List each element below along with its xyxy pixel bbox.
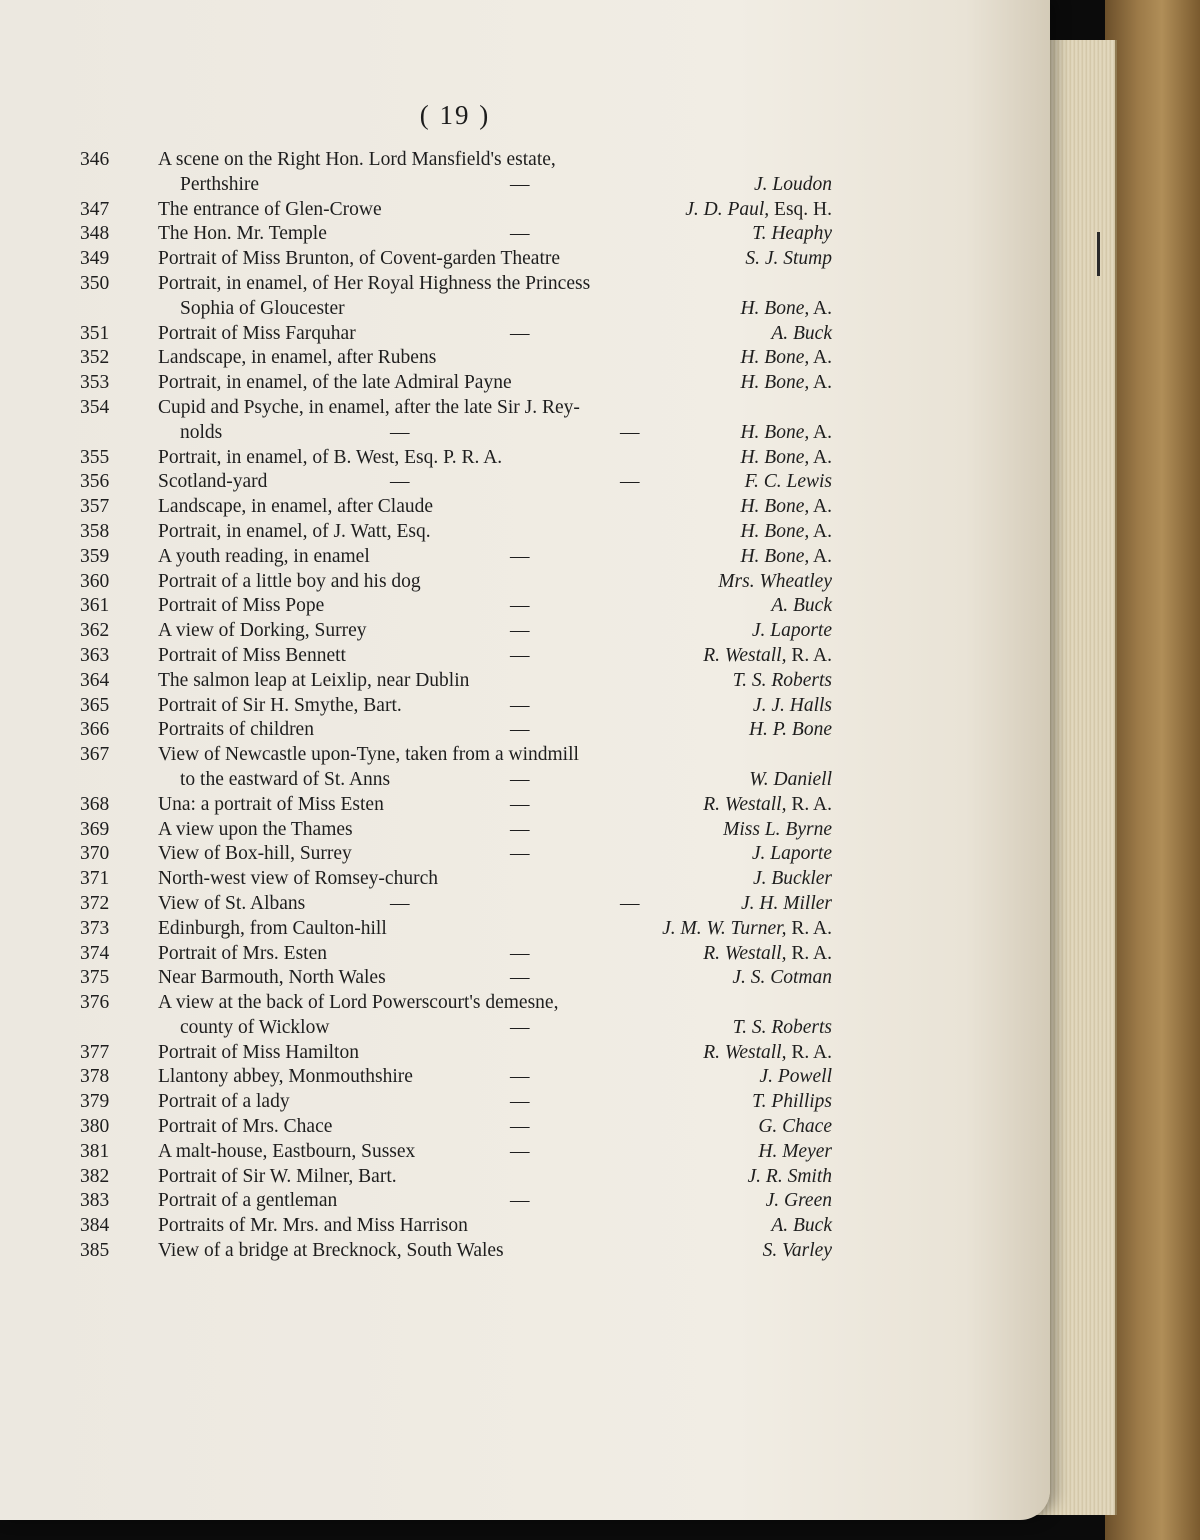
entry-artist: [758, 1115, 832, 1140]
catalogue-entry: [80, 842, 840, 867]
artist-suffix: A.: [809, 496, 832, 518]
artist-name: J. Green: [765, 1190, 832, 1212]
artist-name: J. S. Cotman: [732, 967, 832, 989]
artist-name: T. S. Roberts: [732, 669, 832, 691]
artist-name: J. D. Paul,: [685, 198, 770, 220]
entry-artist: [740, 495, 832, 520]
entry-line: [80, 619, 840, 644]
entry-dash: —: [510, 768, 530, 790]
entry-title: View of Box-hill, Surrey: [158, 843, 352, 865]
entry-artist: [740, 346, 832, 371]
entry-artist: [753, 867, 832, 892]
catalogue-entry: [80, 966, 840, 991]
entry-number: 357: [80, 496, 110, 518]
entry-number: 367: [80, 744, 110, 766]
entry-line: [80, 545, 840, 570]
catalogue-entry: [80, 1165, 840, 1190]
entry-title: View of Newcastle upon-Tyne, taken from a windmill: [158, 744, 579, 766]
entry-line: [80, 1065, 840, 1090]
entry-title: Landscape, in enamel, after Claude: [158, 496, 434, 518]
page-number: ( 19 ): [419, 100, 491, 130]
entry-line: [80, 594, 840, 619]
catalogue-entry: [80, 470, 840, 495]
entry-artist: [766, 1189, 832, 1214]
entry-title: Portrait of Miss Brunton, of Covent-garden Theatre: [158, 248, 561, 270]
catalogue-entry: [80, 222, 840, 247]
artist-name: T. Phillips: [752, 1091, 832, 1113]
entry-number: 384: [80, 1215, 110, 1237]
artist-name: J. Buckler: [752, 868, 832, 890]
entry-artist: [703, 644, 832, 669]
entry-line: [80, 322, 840, 347]
entry-line: [80, 1041, 840, 1066]
artist-name: Mrs. Wheatley: [718, 570, 832, 592]
entry-artist: [759, 1065, 832, 1090]
catalogue-entry: [80, 1115, 840, 1140]
artist-name: W. Daniell: [749, 768, 832, 790]
artist-name: R. Westall,: [703, 1041, 787, 1063]
artist-suffix: R. A.: [786, 1041, 832, 1063]
catalogue-entry: [80, 594, 840, 619]
entry-dash: —: [510, 223, 530, 245]
entry-number: 364: [80, 669, 110, 691]
entry-line: [80, 917, 840, 942]
artist-suffix: R. A.: [786, 942, 832, 964]
book-cover-edge: [1105, 0, 1200, 1540]
artist-suffix: Esq. H.: [769, 198, 832, 220]
entry-number: 372: [80, 892, 110, 914]
entry-title: View of a bridge at Brecknock, South Wales: [158, 1240, 504, 1262]
entry-line: [80, 1165, 840, 1190]
catalogue-entry: [80, 669, 840, 694]
catalogue-entry: [80, 198, 840, 223]
entry-line: [80, 718, 840, 743]
catalogue-entry: [80, 1065, 840, 1090]
entry-artist: [745, 470, 832, 495]
entry-title: The salmon leap at Leixlip, near Dublin: [158, 669, 470, 691]
entry-title: A view upon the Thames: [158, 818, 353, 840]
entry-number: 379: [80, 1091, 110, 1113]
artist-name: T. Heaphy: [752, 223, 832, 245]
entry-title: Portrait of Mrs. Esten: [158, 942, 327, 964]
entry-line: [80, 346, 840, 371]
artist-name: G. Chace: [758, 1116, 832, 1138]
entry-line: [80, 1239, 840, 1264]
entry-title: Portraits of Mr. Mrs. and Miss Harrison: [158, 1215, 468, 1237]
catalogue-entry: [80, 644, 840, 669]
catalogue-entry: [80, 1239, 840, 1264]
artist-suffix: A.: [809, 545, 832, 567]
entry-dash: —: [510, 1091, 530, 1113]
entry-artist: [752, 842, 832, 867]
entry-artist: [733, 1016, 832, 1041]
entry-dash: —: [390, 471, 410, 493]
artist-suffix: R. A.: [786, 793, 832, 815]
catalogue-entry: [80, 272, 840, 322]
entry-artist: [740, 297, 832, 322]
catalogue-entry: [80, 446, 840, 471]
entry-number: 349: [80, 248, 110, 270]
entry-number: 383: [80, 1190, 110, 1212]
entry-number: 377: [80, 1041, 110, 1063]
entry-title: Portrait of Miss Pope: [158, 595, 325, 617]
artist-name: S. J. Stump: [745, 248, 832, 270]
catalogue-entry: [80, 718, 840, 743]
entry-title: Portrait of Sir W. Milner, Bart.: [158, 1165, 397, 1187]
artist-name: J. R. Smith: [747, 1165, 832, 1187]
entry-line: [80, 1140, 840, 1165]
entry-dash: —: [510, 818, 530, 840]
catalogue-entry: [80, 743, 840, 793]
artist-name: H. Bone,: [740, 545, 810, 567]
entry-number: 374: [80, 942, 110, 964]
entry-title: A view at the back of Lord Powerscourt's demesne,: [158, 992, 559, 1014]
entry-title: Perthshire: [180, 173, 260, 195]
entry-title: Portrait of Miss Hamilton: [158, 1041, 359, 1063]
artist-name: J. Powell: [759, 1066, 832, 1088]
catalogue-entry: [80, 694, 840, 719]
catalogue-entry: [80, 793, 840, 818]
catalogue-entry: [80, 1189, 840, 1214]
entry-dash-second: —: [620, 471, 640, 493]
entry-artist: [703, 942, 832, 967]
entry-line: [80, 743, 840, 768]
artist-name: A. Buck: [771, 1215, 832, 1237]
entry-artist: [740, 371, 832, 396]
artist-name: R. Westall,: [703, 793, 787, 815]
entry-number: 368: [80, 793, 110, 815]
entry-line: [80, 1189, 840, 1214]
catalogue-entry: [80, 545, 840, 570]
entry-artist: [733, 669, 832, 694]
catalogue-entry: [80, 396, 840, 446]
artist-name: H. Bone,: [740, 347, 810, 369]
entry-line: [80, 272, 840, 297]
entry-title: Near Barmouth, North Wales: [158, 967, 386, 989]
entry-artist: [703, 793, 832, 818]
entry-title: Portrait, in enamel, of J. Watt, Esq.: [158, 520, 431, 542]
entry-line: [80, 694, 840, 719]
catalogue-entry: [80, 1140, 840, 1165]
entry-title: View of St. Albans: [158, 892, 306, 914]
entry-title: Sophia of Gloucester: [180, 297, 345, 319]
entry-dash: —: [510, 322, 530, 344]
entry-title: to the eastward of St. Anns: [180, 768, 391, 790]
binding-mark: [1097, 232, 1100, 276]
catalogue-entry: [80, 346, 840, 371]
artist-suffix: A.: [809, 421, 832, 443]
entry-title: Portrait, in enamel, of Her Royal Highness the Princess: [158, 272, 591, 294]
entry-dash: —: [510, 1116, 530, 1138]
entry-line: [80, 768, 840, 793]
entry-dash: —: [510, 644, 530, 666]
entry-number: 370: [80, 843, 110, 865]
artist-name: J. M. W. Turner,: [662, 917, 787, 939]
entry-title: county of Wicklow: [180, 1016, 330, 1038]
entry-number: 347: [80, 198, 110, 220]
entry-artist: [685, 198, 832, 223]
entry-number: 366: [80, 719, 110, 741]
entry-number: 369: [80, 818, 110, 840]
entry-artist: [745, 247, 832, 272]
artist-name: H. Bone,: [740, 520, 810, 542]
catalogue-entry: [80, 619, 840, 644]
entry-artist: [758, 1140, 832, 1165]
catalogue-entry: [80, 942, 840, 967]
entry-number: 375: [80, 967, 110, 989]
entry-line: [80, 570, 840, 595]
entry-number: 353: [80, 372, 110, 394]
catalogue-entry: [80, 520, 840, 545]
entry-number: 355: [80, 446, 110, 468]
catalogue-entry: [80, 371, 840, 396]
entry-artist: [703, 1041, 832, 1066]
entry-number: 356: [80, 471, 110, 493]
entry-dash-second: —: [620, 421, 640, 443]
entry-dash: —: [510, 1190, 530, 1212]
entry-line: [80, 198, 840, 223]
entry-artist: [749, 718, 832, 743]
entry-number: 351: [80, 322, 110, 344]
entry-line: [80, 1115, 840, 1140]
catalogue-entry: [80, 247, 840, 272]
entry-title: Llantony abbey, Monmouthshire: [158, 1066, 413, 1088]
artist-name: F. C. Lewis: [744, 471, 832, 493]
catalogue-entry: [80, 892, 840, 917]
entry-number: 346: [80, 149, 110, 170]
entry-artist: [771, 322, 832, 347]
entry-dash: —: [510, 1016, 530, 1038]
entry-title: A youth reading, in enamel: [158, 545, 370, 567]
catalogue-entry: [80, 1214, 840, 1239]
entry-dash: —: [390, 892, 410, 914]
artist-name: H. Bone,: [740, 496, 810, 518]
artist-name: A. Buck: [771, 595, 832, 617]
catalogue-entry: [80, 1090, 840, 1115]
entry-dash: —: [510, 793, 530, 815]
entry-line: [80, 1090, 840, 1115]
entry-artist: [662, 917, 832, 942]
entry-title: Scotland-yard: [158, 471, 268, 493]
entry-artist: [740, 446, 832, 471]
entry-line: [80, 644, 840, 669]
entry-artist: [749, 768, 832, 793]
entry-title: Portrait of Miss Bennett: [158, 644, 346, 666]
catalogue-entries: [80, 148, 840, 1264]
catalogue-entry: [80, 917, 840, 942]
entry-dash: —: [510, 595, 530, 617]
artist-name: R. Westall,: [703, 942, 787, 964]
artist-suffix: A.: [809, 446, 832, 468]
entry-dash: —: [510, 719, 530, 741]
entry-title: Una: a portrait of Miss Esten: [158, 793, 384, 815]
entry-artist: [754, 173, 832, 198]
entry-artist: [748, 1165, 832, 1190]
catalogue-entry: [80, 322, 840, 347]
entry-title: Portrait of Miss Farquhar: [158, 322, 356, 344]
entry-dash: —: [510, 1066, 530, 1088]
entry-dash: —: [510, 545, 530, 567]
entry-title: Portrait of a little boy and his dog: [158, 570, 421, 592]
entry-line: [80, 942, 840, 967]
entry-artist: [740, 545, 832, 570]
entry-line: [80, 520, 840, 545]
entry-title: A view of Dorking, Surrey: [158, 620, 367, 642]
entry-line: [80, 793, 840, 818]
entry-title: Portrait of a gentleman: [158, 1190, 338, 1212]
entry-line: [80, 495, 840, 520]
entry-dash: —: [510, 694, 530, 716]
artist-name: J. Loudon: [754, 173, 832, 195]
entry-dash: —: [510, 967, 530, 989]
entry-number: 376: [80, 992, 110, 1014]
entry-line: [80, 1214, 840, 1239]
entry-number: 380: [80, 1116, 110, 1138]
artist-name: H. Bone,: [740, 372, 810, 394]
artist-name: T. S. Roberts: [732, 1016, 832, 1038]
entry-artist: [718, 570, 832, 595]
entry-number: 378: [80, 1066, 110, 1088]
entry-title: Portrait, in enamel, of B. West, Esq. P. R. A.: [158, 446, 503, 468]
artist-suffix: A.: [809, 297, 832, 319]
entry-artist: [753, 694, 832, 719]
entry-title: North-west view of Romsey-church: [158, 868, 438, 890]
entry-line: [80, 148, 840, 173]
entry-number: 352: [80, 347, 110, 369]
artist-name: H. P. Bone: [748, 719, 832, 741]
entry-artist: [771, 1214, 832, 1239]
entry-artist: [741, 892, 832, 917]
entry-dash-second: —: [620, 892, 640, 914]
entry-title: Portraits of children: [158, 719, 314, 741]
entry-title: nolds: [180, 421, 223, 443]
artist-name: Miss L. Byrne: [723, 818, 832, 840]
entry-artist: [740, 421, 832, 446]
artist-suffix: A.: [809, 520, 832, 542]
entry-line: [80, 966, 840, 991]
entry-title: Portrait of a lady: [158, 1091, 290, 1113]
entry-line: [80, 842, 840, 867]
entry-dash: —: [510, 942, 530, 964]
entry-number: 360: [80, 570, 110, 592]
entry-number: 348: [80, 223, 110, 245]
entry-number: 354: [80, 396, 110, 418]
artist-name: R. Westall,: [703, 644, 787, 666]
catalogue-entry: [80, 495, 840, 520]
entry-title: Portrait of Sir H. Smythe, Bart.: [158, 694, 402, 716]
entry-title: Cupid and Psyche, in enamel, after the late Sir J. Rey-: [158, 396, 580, 418]
entry-number: 373: [80, 917, 110, 939]
artist-name: J. Laporte: [751, 843, 832, 865]
entry-line: [80, 247, 840, 272]
entry-line: [80, 446, 840, 471]
entry-line: [80, 222, 840, 247]
artist-suffix: A.: [809, 372, 832, 394]
entry-number: 363: [80, 644, 110, 666]
entry-line: [80, 470, 840, 495]
artist-suffix: R. A.: [786, 917, 832, 939]
artist-name: H. Bone,: [740, 446, 810, 468]
entry-title: The Hon. Mr. Temple: [158, 223, 327, 245]
entry-line: [80, 669, 840, 694]
artist-name: H. Meyer: [758, 1140, 832, 1162]
entry-line: [80, 297, 840, 322]
catalogue-entry: [80, 818, 840, 843]
entry-line: [80, 173, 840, 198]
entry-artist: [763, 1239, 832, 1264]
catalogue-entry: [80, 148, 840, 198]
catalogue-entry: [80, 991, 840, 1041]
entry-line: [80, 396, 840, 421]
catalogue-entry: [80, 867, 840, 892]
entry-artist: [752, 222, 832, 247]
artist-name: J. H. Miller: [741, 892, 832, 914]
artist-suffix: A.: [809, 347, 832, 369]
artist-name: H. Bone,: [740, 297, 810, 319]
entry-line: [80, 1016, 840, 1041]
entry-artist: [752, 619, 832, 644]
entry-number: 371: [80, 868, 110, 890]
entry-line: [80, 892, 840, 917]
entry-title: Portrait, in enamel, of the late Admiral Payne: [158, 372, 512, 394]
entry-number: 382: [80, 1165, 110, 1187]
entry-line: [80, 991, 840, 1016]
entry-artist: [752, 1090, 832, 1115]
entry-title: Landscape, in enamel, after Rubens: [158, 347, 437, 369]
entry-number: 385: [80, 1240, 110, 1262]
artist-name: J. J. Halls: [752, 694, 832, 716]
entry-number: 362: [80, 620, 110, 642]
artist-suffix: R. A.: [786, 644, 832, 666]
entry-title: The entrance of Glen-Crowe: [158, 198, 382, 220]
entry-dash: —: [390, 421, 410, 443]
entry-artist: [771, 594, 832, 619]
entry-dash: —: [510, 843, 530, 865]
entry-line: [80, 371, 840, 396]
entry-artist: [732, 966, 832, 991]
entry-line: [80, 818, 840, 843]
entry-number: 359: [80, 545, 110, 567]
entry-artist: [723, 818, 832, 843]
entry-title: Edinburgh, from Caulton-hill: [158, 917, 387, 939]
entry-title: Portrait of Mrs. Chace: [158, 1116, 333, 1138]
entry-title: A scene on the Right Hon. Lord Mansfield's estate,: [158, 149, 556, 170]
artist-name: A. Buck: [771, 322, 832, 344]
entry-number: 350: [80, 272, 110, 294]
artist-name: S. Varley: [762, 1240, 832, 1262]
catalogue-entry: [80, 1041, 840, 1066]
entry-line: [80, 421, 840, 446]
catalogue-entry: [80, 570, 840, 595]
entry-title: A malt-house, Eastbourn, Sussex: [158, 1140, 416, 1162]
entry-dash: —: [510, 173, 530, 195]
entry-number: 361: [80, 595, 110, 617]
entry-artist: [740, 520, 832, 545]
entry-dash: —: [510, 1140, 530, 1162]
artist-name: J. Laporte: [751, 620, 832, 642]
entry-number: 365: [80, 694, 110, 716]
entry-number: 381: [80, 1140, 110, 1162]
artist-name: H. Bone,: [740, 421, 810, 443]
entry-dash: —: [510, 620, 530, 642]
entry-number: 358: [80, 520, 110, 542]
entry-line: [80, 867, 840, 892]
